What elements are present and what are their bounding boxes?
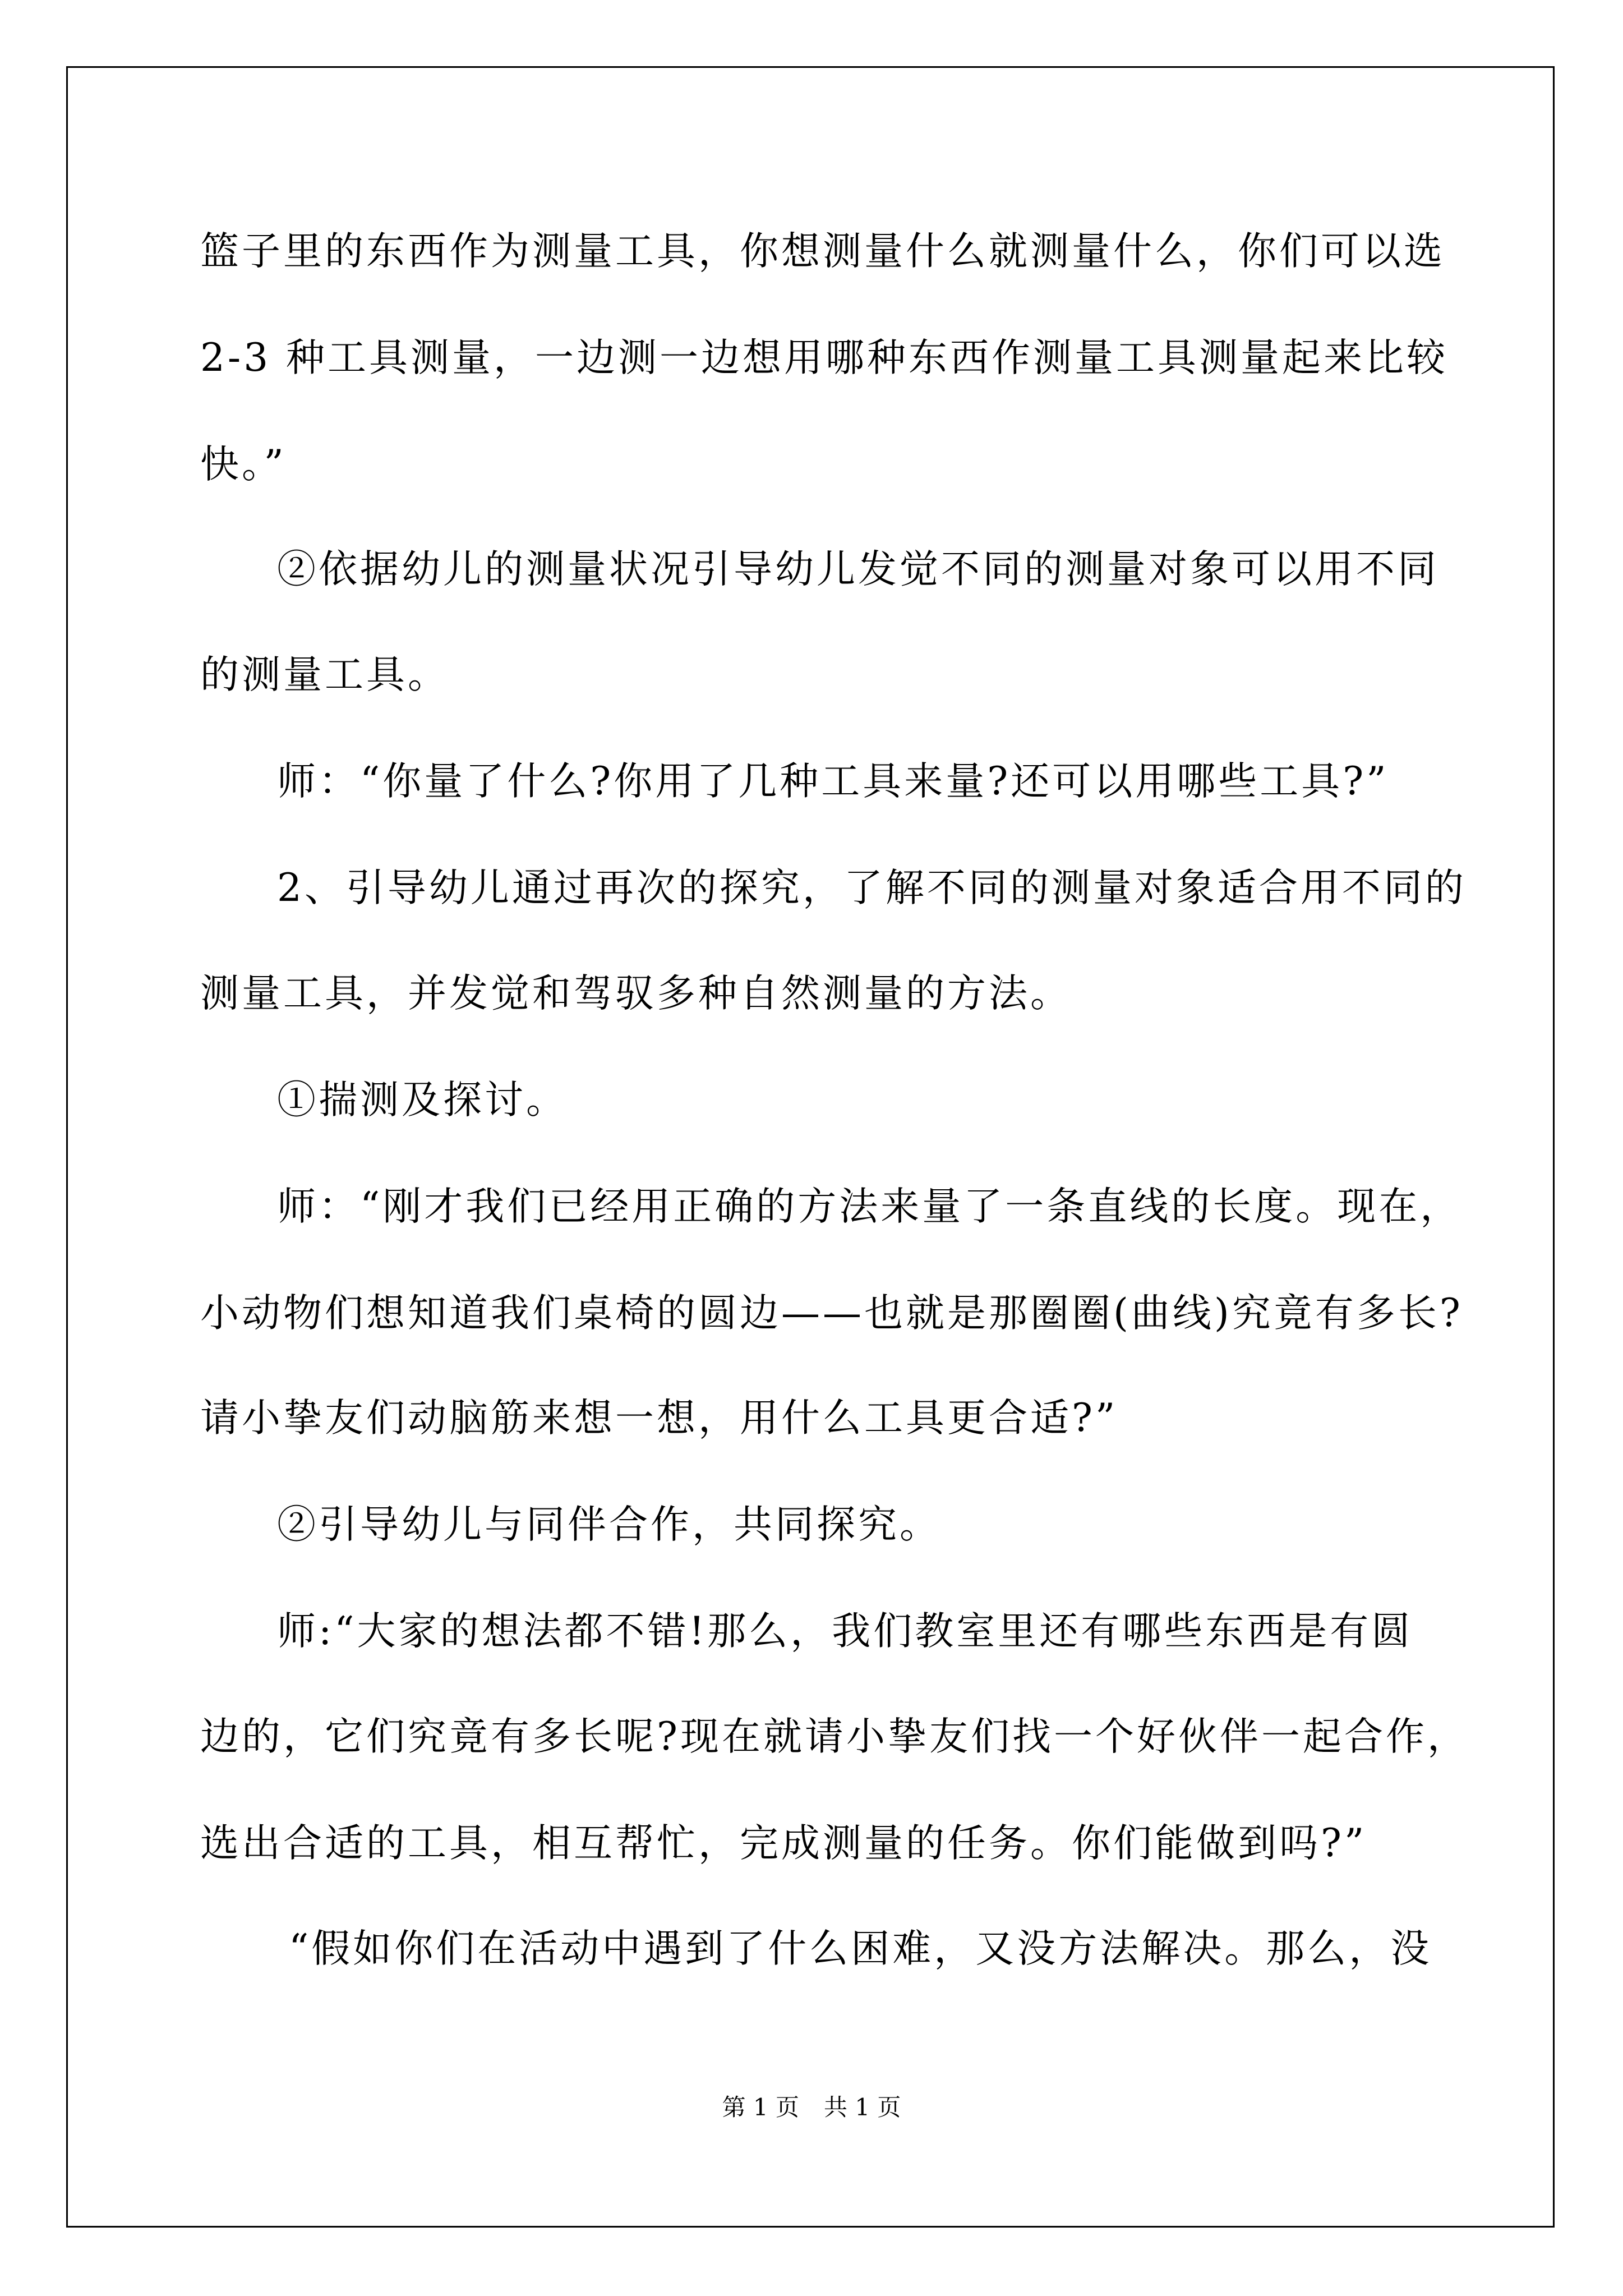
page-border bbox=[66, 66, 1555, 2228]
text-line: 的测量工具。 bbox=[200, 652, 449, 697]
text-line: “假如你们在活动中遇到了什么困难，又没方法解决。那么，没 bbox=[289, 1926, 1432, 1971]
text-line: 测量工具，并发觉和驾驭多种自然测量的方法。 bbox=[200, 971, 1072, 1016]
text-line: 边的，它们究竟有多长呢?现在就请小挚友们找一个好伙伴一起合作， bbox=[200, 1714, 1469, 1759]
text-line: 选出合适的工具，相互帮忙，完成测量的任务。你们能做到吗?” bbox=[200, 1821, 1367, 1866]
page-total: 共 1 页 bbox=[824, 2093, 901, 2121]
text-line: 师：“你量了什么?你用了几种工具来量?还可以用哪些工具?” bbox=[277, 759, 1389, 804]
text-line: 2、引导幼儿通过再次的探究，了解不同的测量对象适合用不同的 bbox=[277, 866, 1467, 910]
page-footer bbox=[0, 2093, 1623, 2122]
text-line: 请小挚友们动脑筋来想一想，用什么工具更合适?” bbox=[200, 1396, 1118, 1441]
text-line: 师:“大家的想法都不错!那么，我们教室里还有哪些东西是有圆 bbox=[277, 1609, 1413, 1654]
text-line: ①揣测及探讨。 bbox=[277, 1078, 568, 1122]
text-line: 小动物们想知道我们桌椅的圆边——也就是那圈圈(曲线)究竟有多长? bbox=[200, 1291, 1463, 1336]
text-line: 师：“刚才我们已经用正确的方法来量了一条直线的长度。现在， bbox=[277, 1184, 1462, 1229]
text-line: ②依据幼儿的测量状况引导幼儿发觉不同的测量对象可以用不同 bbox=[277, 547, 1439, 592]
text-line: 快。” bbox=[200, 442, 287, 487]
text-line: 篮子里的东西作为测量工具，你想测量什么就测量什么，你们可以选 bbox=[200, 229, 1445, 274]
text-line: 2-3 种工具测量，一边测一边想用哪种东西作测量工具测量起来比较 bbox=[200, 335, 1449, 380]
page-number: 第 1 页 bbox=[722, 2093, 799, 2121]
text-line: ②引导幼儿与同伴合作，共同探究。 bbox=[277, 1502, 941, 1547]
